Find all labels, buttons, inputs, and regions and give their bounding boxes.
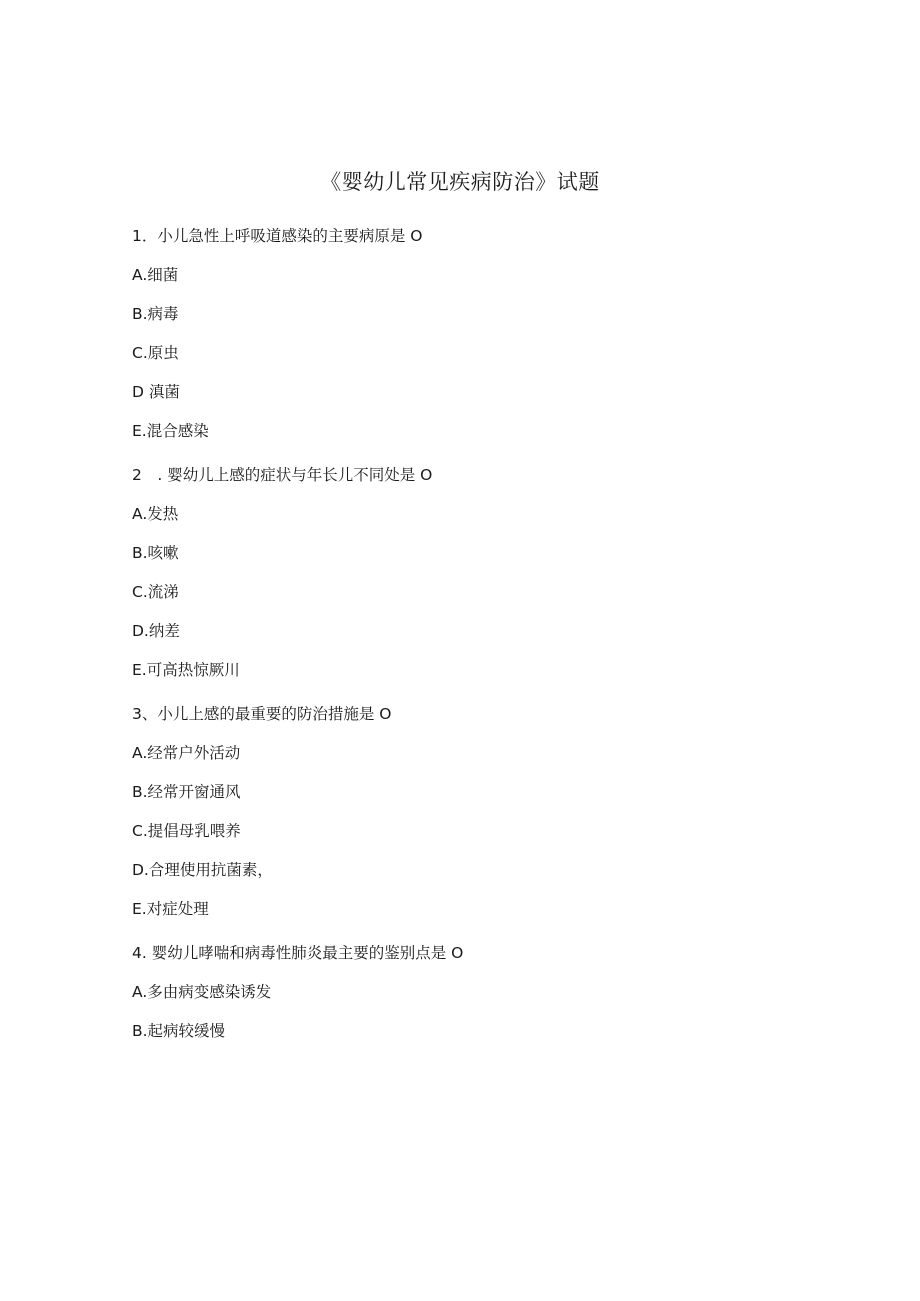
question-3 bbox=[132, 702, 832, 921]
question-text: 4. 婴幼儿哮喘和病毒性肺炎最主要的鉴别点是 O bbox=[132, 944, 464, 962]
option-d: D 滇菌 bbox=[132, 383, 180, 401]
question-4 bbox=[132, 941, 832, 1043]
option-b: B.咳嗽 bbox=[132, 544, 179, 562]
question-text: 2 . 婴幼儿上感的症状与年长儿不同处是 O bbox=[132, 466, 433, 484]
option-a: A.经常户外活动 bbox=[132, 744, 241, 762]
option-c: C.原虫 bbox=[132, 344, 179, 362]
option-e: E.可高热惊厥川 bbox=[132, 661, 240, 679]
option-a: A.细菌 bbox=[132, 266, 179, 284]
option-c: C.流涕 bbox=[132, 583, 179, 601]
option-d: D.纳差 bbox=[132, 622, 180, 640]
question-1 bbox=[132, 224, 832, 443]
option-b: B.病毒 bbox=[132, 305, 179, 323]
option-e: E.混合感染 bbox=[132, 422, 209, 440]
page-title: 《婴幼儿常见疾病防治》试题 bbox=[320, 170, 600, 194]
option-b: B.起病较缓慢 bbox=[132, 1022, 226, 1040]
question-text: 1．小儿急性上呼吸道感染的主要病原是 O bbox=[132, 227, 423, 245]
question-text: 3、小儿上感的最重要的防治措施是 O bbox=[132, 705, 392, 723]
option-a: A.多由病变感染诱发 bbox=[132, 983, 272, 1001]
option-c: C.提倡母乳喂养 bbox=[132, 822, 241, 840]
option-b: B.经常开窗通风 bbox=[132, 783, 241, 801]
question-2 bbox=[132, 463, 832, 682]
option-e: E.对症处理 bbox=[132, 900, 209, 918]
question-list bbox=[132, 224, 832, 1063]
option-a: A.发热 bbox=[132, 505, 179, 523]
option-d: D.合理使用抗菌素， bbox=[132, 861, 273, 879]
